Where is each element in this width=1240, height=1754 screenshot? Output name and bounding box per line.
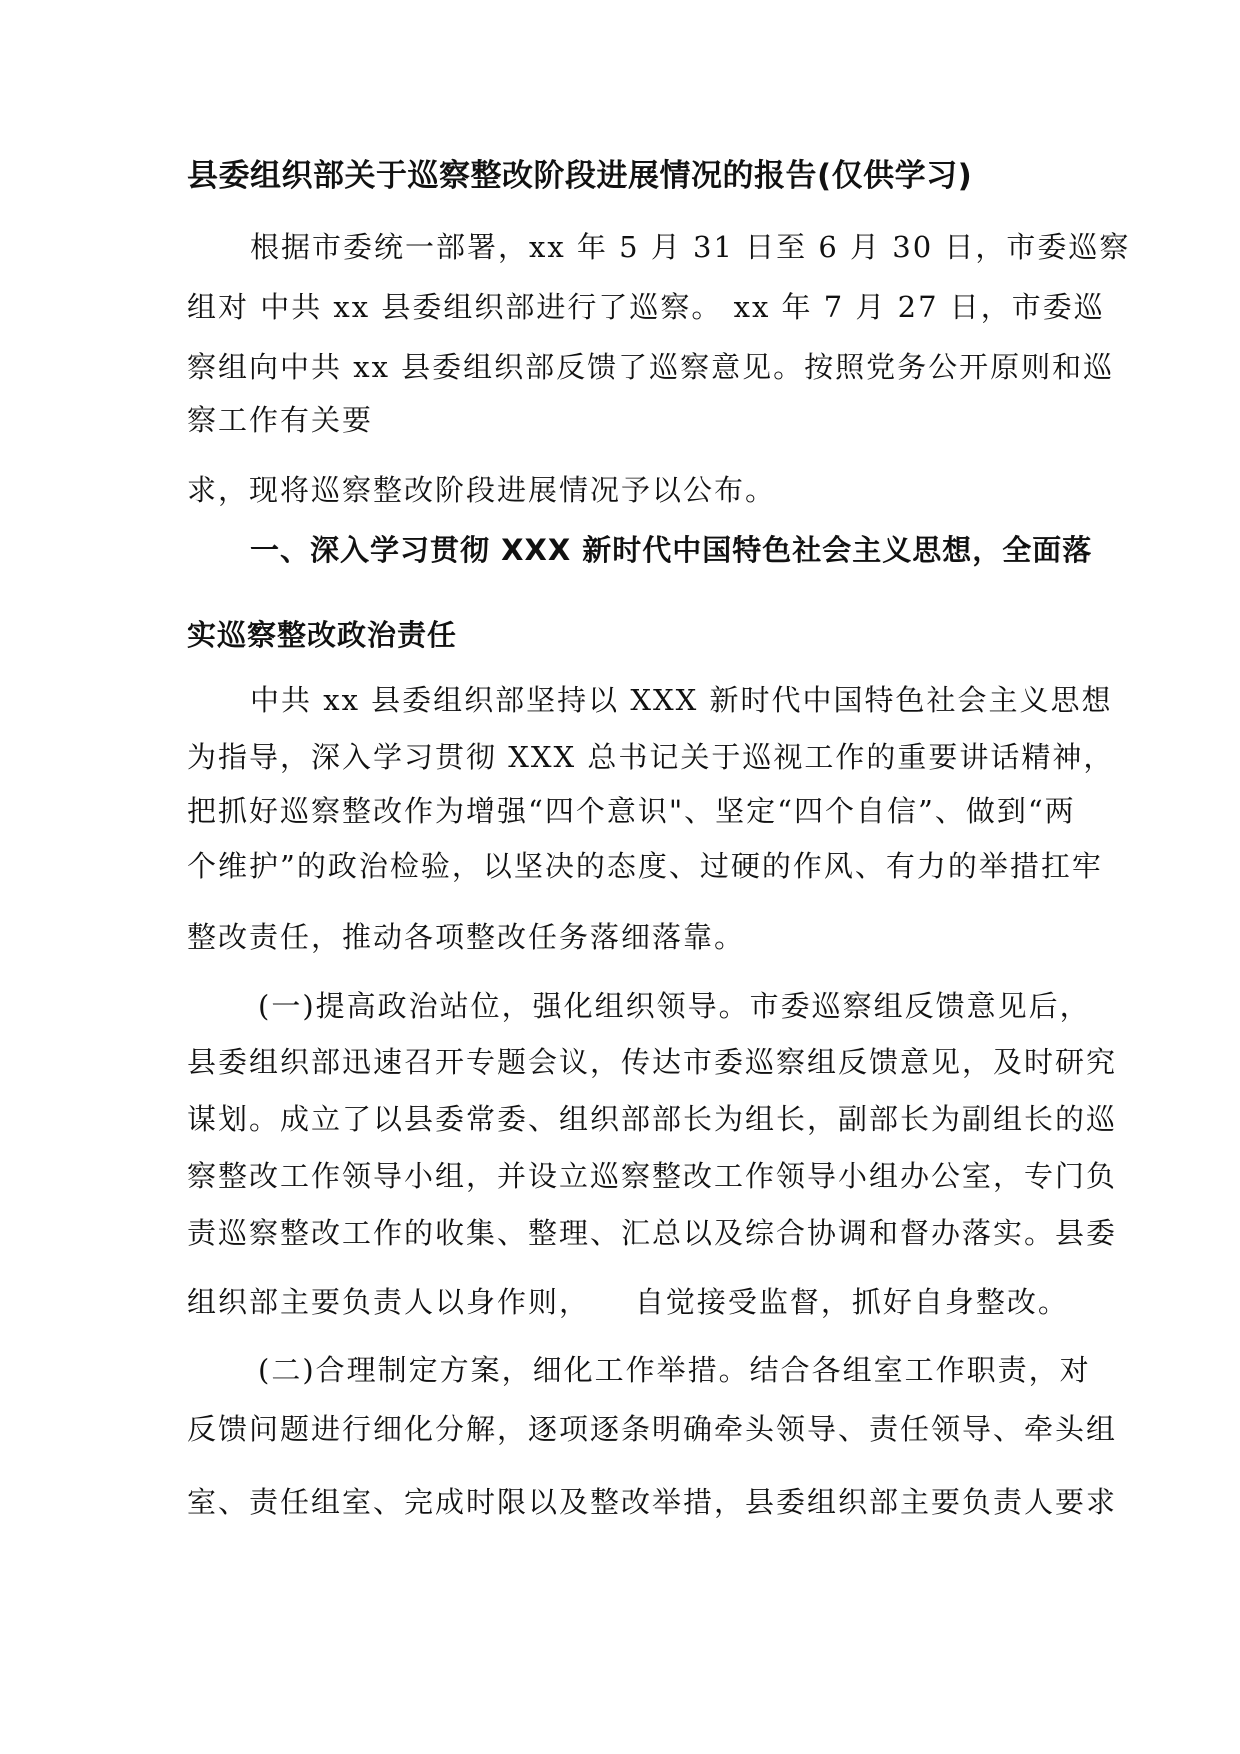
paragraph-3-line-2: 县委组织部迅速召开专题会议，传达市委巡察组反馈意见，及时研究 bbox=[187, 1045, 1118, 1079]
paragraph-1-line-2: 组对 中共 xx 县委组织部进行了巡察。 xx 年 7 月 27 日，市委巡 bbox=[187, 290, 1105, 324]
paragraph-2-line-5: 整改责任，推动各项整改任务落细落靠。 bbox=[187, 920, 746, 954]
paragraph-3-line-5: 责巡察整改工作的收集、整理、汇总以及综合协调和督办落实。县委 bbox=[187, 1216, 1118, 1250]
paragraph-1-line-5: 求，现将巡察整改阶段进展情况予以公布。 bbox=[187, 473, 777, 507]
paragraph-1-line-3: 察组向中共 xx 县委组织部反馈了巡察意见。按照党务公开原则和巡 bbox=[187, 350, 1115, 384]
paragraph-1-line-4: 察工作有关要 bbox=[187, 403, 374, 437]
paragraph-4-line-3: 室、责任组室、完成时限以及整改举措，县委组织部主要负责人要求 bbox=[187, 1485, 1118, 1519]
paragraph-3-line-1: (一)提高政治站位，强化组织领导。市委巡察组反馈意见后， bbox=[258, 989, 1091, 1023]
section-heading-1-line-1: 一、深入学习贯彻 XXX 新时代中国特色社会主义思想，全面落 bbox=[250, 533, 1093, 567]
document-title: 县委组织部关于巡察整改阶段进展情况的报告(仅供学习) bbox=[187, 158, 973, 194]
section-heading-1-line-2: 实巡察整改政治责任 bbox=[187, 618, 458, 652]
paragraph-2-line-4: 个维护”的政治检验，以坚决的态度、过硬的作风、有力的举措扛牢 bbox=[187, 849, 1103, 883]
paragraph-4-line-1: (二)合理制定方案，细化工作举措。结合各组室工作职责，对 bbox=[258, 1353, 1091, 1387]
paragraph-3-line-6: 组织部主要负责人以身作则， 自觉接受监督，抓好自身整改。 bbox=[187, 1285, 1069, 1319]
paragraph-4-line-2: 反馈问题进行细化分解，逐项逐条明确牵头领导、责任领导、牵头组 bbox=[187, 1412, 1118, 1446]
paragraph-3-line-3: 谋划。成立了以县委常委、组织部部长为组长，副部长为副组长的巡 bbox=[187, 1102, 1118, 1136]
paragraph-1-line-1: 根据市委统一部署，xx 年 5 月 31 日至 6 月 30 日，市委巡察 bbox=[250, 230, 1131, 264]
paragraph-2-line-3: 把抓好巡察整改作为增强“四个意识"、坚定“四个自信”、做到“两 bbox=[187, 794, 1076, 828]
paragraph-2-line-2: 为指导，深入学习贯彻 XXX 总书记关于巡视工作的重要讲话精神， bbox=[187, 740, 1115, 774]
paragraph-3-line-4: 察整改工作领导小组，并设立巡察整改工作领导小组办公室，专门负 bbox=[187, 1159, 1118, 1193]
paragraph-2-line-1: 中共 xx 县委组织部坚持以 XXX 新时代中国特色社会主义思想 bbox=[250, 683, 1113, 717]
